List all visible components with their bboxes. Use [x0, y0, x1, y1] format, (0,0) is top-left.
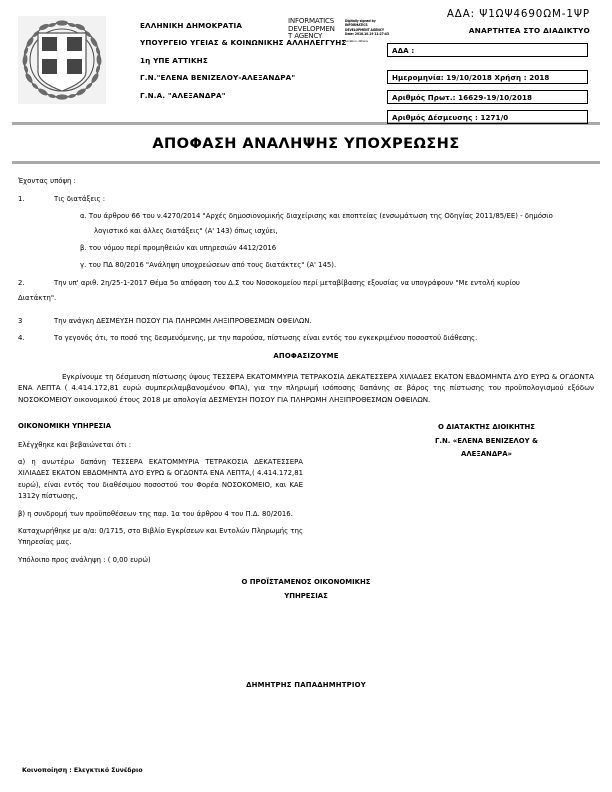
footer-notification: Κοινοποίηση : Ελεγκτικό Συνέδριο	[22, 767, 143, 774]
stamp-agency-line2: DEVELOPMEN	[288, 23, 335, 33]
ada-code: ΑΔΑ: Ψ1ΩΨ4690ΩΜ-1ΨΡ	[446, 8, 590, 20]
preamble-text: Έχοντας υπόψη :	[18, 177, 76, 185]
financial-service-block	[18, 421, 303, 566]
greek-coat-of-arms-emblem	[18, 16, 106, 112]
financial-clause-a: α) η ανωτέρω δαπάνη ΤΕΣΣΕΡΑ ΕΚΑΤΟΜΜΥΡΙΑ ΤΕΤΡΑΚΟΣΙΑ ΔΕΚΑΤΕΣΣΕΡΑ ΧΙΛΙΑΔΕΣ ΕΚΑΤΟΝ ΕΒΔΟΜΗΝΤΑ ΔΥΟ ΕΥΡΩ & ΟΓΔΟΝΤΑ ΕΝΑ ΛΕΠΤΑ,( 4.414.172,81 ευρώ), είναι εντός του διαθέσιμου ποσοστού του Φορέα ΝΟΣΟΚΟΜΕΙΟ, και ΚΑΕ 1312γ πίστωσης,	[18, 458, 303, 500]
document-body	[0, 177, 612, 690]
list-item-1a-continuation: λογιστικό και άλλες διατάξεις" (Α' 143) όπως ισχύει,	[94, 227, 278, 236]
financial-head-signature-block	[18, 576, 594, 603]
financial-verified-line: Ελέγχθηκε και βεβαιώνεται ότι :	[18, 440, 132, 449]
list-item-1-text: Τις διατάξεις :	[54, 195, 106, 204]
org-line-hospital: Γ.Ν."ΕΛΕΝΑ ΒΕΝΙΖΕΛΟΥ-ΑΛΕΞΑΝΔΡΑ"	[140, 73, 296, 83]
commitment-number-box: Αριθμός Δέσμευσης : 1271/0	[387, 110, 588, 124]
signature-agency-name	[288, 17, 335, 40]
list-item-2-continuation: Διατάκτη".	[18, 293, 57, 302]
org-line-hospital-unit: Γ.Ν.Α. "ΑΛΕΞΑΝΔΡΑ"	[140, 90, 226, 100]
authorizing-officer-block	[379, 421, 594, 461]
web-publication-note: ΑΝΑΡΤΗΤΕΑ ΣΤΟ ΔΙΑΔΙΚΤΥΟ	[468, 26, 590, 35]
financial-head-title-line1: Ο ΠΡΟΪΣΤΑΜΕΝΟΣ ΟΙΚΟΝΟΜΙΚΗΣ	[241, 578, 371, 587]
page-title: ΑΠΟΦΑΣΗ ΑΝΑΛΗΨΗΣ ΥΠΟΧΡΕΩΣΗΣ	[152, 135, 460, 152]
list-item-1a-text: α. Του άρθρου 66 του ν.4270/2014 "Αρχές δημοσιονομικής διαχείρισης και εποπτείας (ενσωμάτωση της Οδηγίας 2011/85/ΕΕ) - δημόσιο	[80, 212, 553, 221]
list-item-3-number: 3	[18, 317, 23, 325]
ada-field-box: ΑΔΑ :	[387, 43, 588, 57]
signer-name: ΔΗΜΗΤΡΗΣ ΠΑΠΑΔΗΜΗΤΡΙΟΥ	[246, 681, 366, 690]
stamp-detail-line4: Date: 2018.10.19 11:27:43	[345, 31, 389, 36]
financial-balance-line: Υπόλοιπο προς ανάληψη : ( 0,00 ευρώ)	[18, 556, 151, 565]
financial-head-title-line2: ΥΠΗΡΕΣΙΑΣ	[284, 591, 328, 600]
financial-clause-b: β) η συνδρομή των προϋποθέσεων της παρ. 1α του άρθρου 4 του Π.Δ. 80/2016.	[18, 509, 293, 518]
header-info-boxes	[387, 43, 588, 130]
document-header	[0, 0, 612, 122]
list-item-3-text: Την ανάγκη ΔΕΣΜΕΥΣΗ ΠΟΣΟΥ ΓΙΑ ΠΛΗΡΩΜΗ ΛΗΞΙΠΡΟΘΕΣΜΩΝ ΟΦΕΙΛΩΝ.	[54, 317, 312, 325]
list-item-1b: β. του νόμου περί προμηθειών και υπηρεσιών 4412/2016	[80, 244, 277, 253]
list-item-1c: γ. του ΠΔ 80/2016 "Ανάληψη υποχρεώσεων από τους διατάκτες" (Α' 145).	[80, 261, 337, 270]
approval-section	[18, 421, 594, 566]
list-item-4-number: 4.	[18, 334, 25, 343]
financial-service-heading: ΟΙΚΟΝΟΜΙΚΗ ΥΠΗΡΕΣΙΑ	[18, 422, 112, 431]
decision-paragraph: Εγκρίνουμε τη δέσμευση πίστωσης ύψους ΤΕΣΣΕΡΑ ΕΚΑΤΟΜΜΥΡΙΑ ΤΕΤΡΑΚΟΣΙΑ ΔΕΚΑΤΕΣΣΕΡΑ ΧΙΛΙΑΔΕΣ ΕΚΑΤΟΝ ΕΒΔΟΜΗΝΤΑ ΔΥΟ ΕΥΡΩ & ΟΓΔΟΝΤΑ ΕΝΑ ΛΕΠΤΑ ( 4.414.172,81 ευρώ συμπεριλαμβανομένου ΦΠΑ), για την πληρωμή ισόποσης δαπάνης σε βάρος της πίστωσης του προϋπολογισμού εξόδων ΝΟΣΟΚΟΜΕΙΟΥ οικονομικού έτους 2018 με απολογία ΔΕΣΜΕΥΣΗ ΠΟΣΟΥ ΓΙΑ ΠΛΗΡΩΜΗ ΛΗΞΙΠΡΟΘΕΣΜΩΝ ΟΦΕΙΛΩΝ.	[18, 371, 594, 404]
list-item-1-number: 1.	[18, 195, 25, 204]
stamp-agency-line1: INFORMATICS	[288, 17, 335, 25]
authorizing-officer-org-line1: Γ.Ν. «ΕΛΕΝΑ ΒΕΝΙΖΕΛΟΥ &	[434, 436, 539, 445]
stamp-detail-location: Location: Athens	[345, 38, 368, 43]
list-item-2-text: Την υπ' αριθ. 2η/25-1-2017 Θέμα 5ο απόφαση του Δ.Σ του Νοσοκομείου περί μεταβίβασης εξουσίας να υπογράφουν "Με εντολή κυρίου	[54, 279, 520, 288]
list-item-4-text: Το γεγονός ότι, το ποσό της δεσμευόμενης, με την παρούσα, πίστωσης είναι εντός του εγκεκριμένου ποσοστού διάθεσης.	[54, 334, 478, 343]
signature-details	[345, 19, 389, 43]
list-item-4	[18, 334, 594, 343]
list-item-1	[18, 195, 594, 204]
decision-heading: ΑΠΟΦΑΣΙΖΟΥΜΕ	[273, 351, 339, 360]
list-item-2-number: 2.	[18, 279, 25, 288]
financial-registration-line: Καταχωρήθηκε με α/α: 0/1715, στο Βιβλίο Εγκρίσεων και Εντολών Πληρωμής της Υπηρεσίας μας.	[18, 527, 303, 547]
stamp-detail-line3: DEVELOPMENT AGENCY	[345, 27, 385, 32]
list-item-1a	[18, 212, 594, 237]
authorizing-officer-title: Ο ΔΙΑΤΑΚΤΗΣ ΔΙΟΙΚΗΤΗΣ	[437, 423, 536, 432]
stamp-agency-line3: T AGENCY	[288, 31, 323, 41]
title-rule-bottom	[12, 161, 600, 164]
protocol-number-box: Αριθμός Πρωτ.: 16629-19/10/2018	[387, 90, 588, 104]
org-line-health-district: 1η ΥΠΕ ΑΤΤΙΚΗΣ	[140, 55, 208, 65]
list-item-3	[18, 317, 594, 326]
stamp-detail-line2: INFORMATICS	[345, 23, 368, 28]
date-box: Ημερομηνία: 19/10/2018 Χρήση : 2018	[387, 70, 588, 84]
stamp-detail-line1: Digitally signed by	[345, 19, 376, 23]
org-line-republic: ΕΛΛΗΝΙΚΗ ΔΗΜΟΚΡΑΤΙΑ	[140, 21, 243, 30]
org-line-ministry: ΥΠΟΥΡΓΕΙΟ ΥΓΕΙΑΣ & ΚΟΙΝΩΝΙΚΗΣ ΑΛΛΗΛΕΓΓΥΗΣ	[140, 38, 347, 48]
authorizing-officer-org-line2: ΑΛΕΞΑΝΔΡΑ»	[461, 450, 512, 459]
list-item-2	[18, 279, 594, 303]
